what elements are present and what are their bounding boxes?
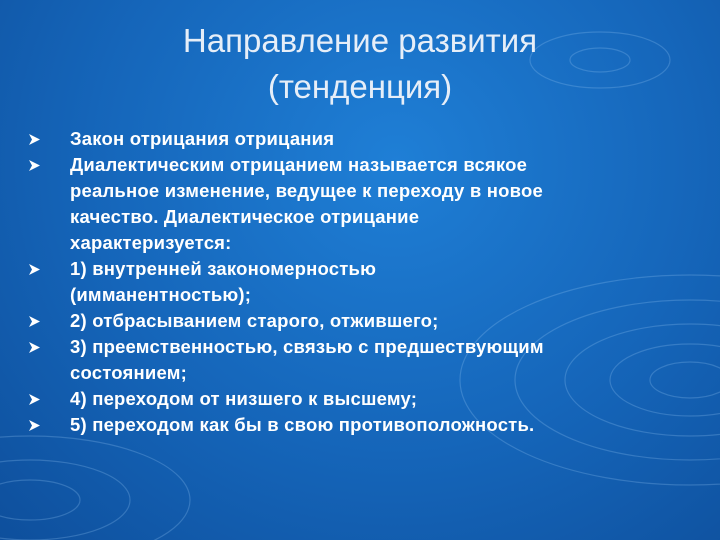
bullet-line: Закон отрицания отрицания bbox=[70, 128, 335, 149]
bullet-item bbox=[28, 334, 708, 386]
bullet-line: Диалектическим отрицанием называется всякое bbox=[70, 154, 528, 175]
slide-title bbox=[100, 18, 620, 110]
bullet-line: 5) переходом как бы в свою противоположность. bbox=[70, 414, 535, 435]
bullet-line: качество. Диалектическое отрицание bbox=[70, 206, 420, 227]
bullet-line: характеризуется: bbox=[70, 232, 232, 253]
arrow-bullet-icon bbox=[28, 419, 41, 432]
bullet-item bbox=[28, 386, 708, 412]
bullet-line: 1) внутренней закономерностью bbox=[70, 258, 377, 279]
arrow-bullet-icon bbox=[28, 133, 41, 146]
bullet-item bbox=[28, 256, 708, 308]
arrow-bullet-icon bbox=[28, 159, 41, 172]
bullet-item bbox=[28, 126, 708, 152]
arrow-bullet-icon bbox=[28, 263, 41, 276]
title-line: Направление развития bbox=[182, 22, 538, 59]
bullet-line: реальное изменение, ведущее к переходу в новое bbox=[70, 180, 543, 201]
bullet-line: 3) преемственностью, связью с предшествующим bbox=[70, 336, 544, 357]
bullet-item bbox=[28, 308, 708, 334]
bullet-item bbox=[28, 152, 708, 256]
bullet-line: состоянием; bbox=[70, 362, 187, 383]
bullet-line: 4) переходом от низшего к высшему; bbox=[70, 388, 418, 409]
bullet-item bbox=[28, 412, 708, 438]
title-line: (тенденция) bbox=[267, 68, 453, 105]
arrow-bullet-icon bbox=[28, 341, 41, 354]
arrow-bullet-icon bbox=[28, 393, 41, 406]
bullet-line: 2) отбрасыванием старого, отжившего; bbox=[70, 310, 439, 331]
bullet-list bbox=[28, 126, 708, 438]
arrow-bullet-icon bbox=[28, 315, 41, 328]
bullet-line: (имманентностью); bbox=[70, 284, 252, 305]
